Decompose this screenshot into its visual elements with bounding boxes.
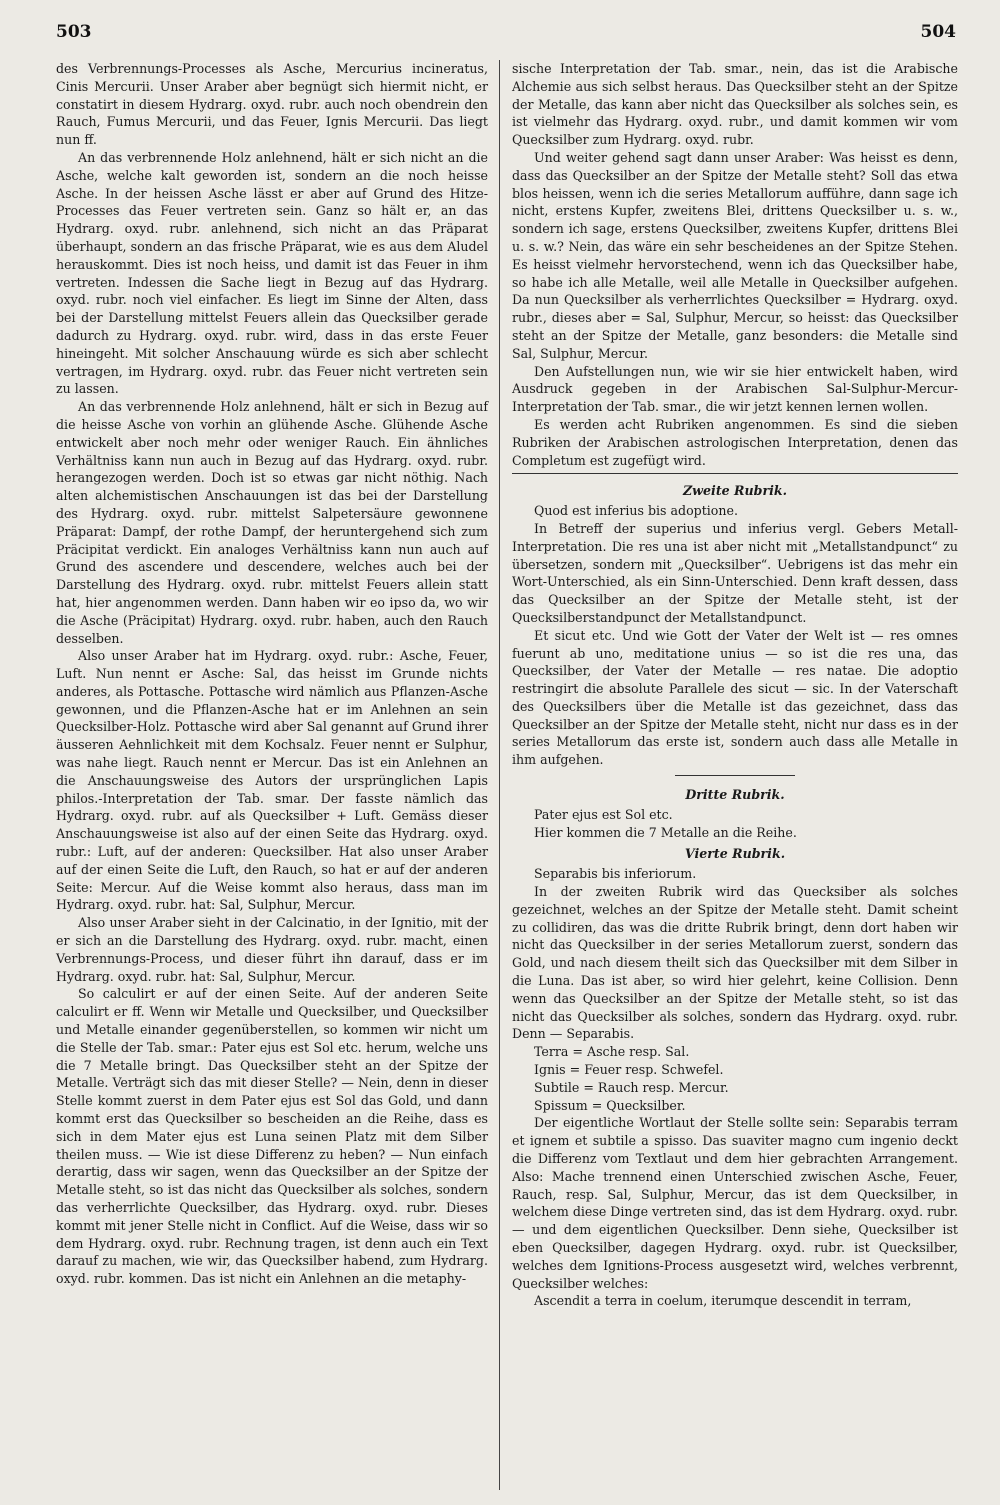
left-paragraph: Also unser Araber sieht in der Calcinatio, in der Ignitio, mit der er sich an die Darstellung des Hydrarg. oxyd. rubr. macht, einen Verbrennungs-Process, und dieser führt ihn darauf, dass er im Hydrarg. oxyd. rubr. hat: Sal, Sulphur, Mercur.	[56, 915, 488, 984]
right-paragraph: Et sicut etc. Und wie Gott der Vater der Welt ist — res omnes fuerunt ab uno, meditatione unius — so ist die res una, das Quecksilber, der Vater der Metalle — res natae. Die adoptio restringirt die absolute Parallele des sicut — sic. In der Vaterschaft des Quecksilbers über die Metalle ist das gezeichnet, dass das Quecksilber an der Spitze der Metalle steht, nicht nur dass es in der series Metallorum das erste ist, sondern auch dass alle Metalle in ihm aufgehen.	[512, 627, 958, 768]
right-paragraph: Spissum = Quecksilber.	[534, 1097, 686, 1113]
right-paragraph: Quod est inferius bis adoptione.	[534, 503, 738, 519]
left-paragraph: Also unser Araber hat im Hydrarg. oxyd. rubr.: Asche, Feuer, Luft. Nun nennt er Asche: Sal, das heisst im Grunde nichts anderes, als Pottasche. Pottasche wird nämlich aus Pflanzen-Asche gewonnen, und die Pflanzen-Asche hat er im Anlehnen an sein Quecksilber-Holz. Pottasche wird aber Sal genannt auf Grund ihrer äusseren Aehnlichkeit mit dem Kochsalz. Feuer nennt er Sulphur, was nahe liegt. Rauch nennt er Mercur. Das ist ein Anlehnen an die Anschauungsweise des Autors der ursprünglichen Lapis philos.-Interpretation der Tab. smar. Der fasste nämlich das Hydrarg. oxyd. rubr. auf als Quecksilber + Luft. Gemäss dieser Anschauungsweise ist also auf der einen Seite das Hydrarg. oxyd. rubr.: Luft, auf der anderen: Quecksilber. Hat also unser Araber auf der einen Seite die Luft, den Rauch, so hat er auf der anderen Seite: Mercur. Auf die Weise kommt also heraus, dass man im Hydrarg. oxyd. rubr. hat: Sal, Sulphur, Mercur.	[56, 648, 488, 913]
section-rule	[675, 775, 795, 776]
right-paragraph: Der eigentliche Wortlaut der Stelle sollte sein: Separabis terram et ignem et subtile a spisso. Das suaviter magno cum ingenio deckt die Differenz vom Textlaut und dem hier gebrachten Arrangement. Also: Mache trennend einen Unterschied zwischen Asche, Feuer, Rauch, resp. Sal, Sulphur, Mercur, das ist dem Quecksilber, in welchem diese Dinge vertreten sind, das ist dem Hydrarg. oxyd. rubr. — und dem eigentlichen Quecksilber. Denn siehe, Quecksilber ist eben Quecksilber, dagegen Hydrarg. oxyd. rubr. ist Quecksilber, welches dem Ignitions-Process ausgesetzt wird, welches verbrennt, Quecksilber welches:	[512, 1115, 958, 1291]
section-heading: Zweite Rubrik.	[682, 483, 787, 499]
right-paragraph: In Betreff der superius und inferius vergl. Gebers Metall-Interpretation. Die res una ist aber nicht mit „Metallstandpunct“ zu übersetzen, sondern mit „Quecksilber“. Uebrigens ist das mehr ein Wort-Unterschied, als ein Sinn-Unterschied. Denn kraft dessen, dass das Quecksilber an der Spitze der Metalle steht, ist der Quecksilberstandpunct der Metallstandpunct.	[512, 520, 958, 625]
right-paragraph: Es werden acht Rubriken angenommen. Es sind die sieben Rubriken der Arabischen astrologischen Interpretation, denen das Completum est zugefügt wird.	[512, 416, 958, 468]
left-paragraph: So calculirt er auf der einen Seite. Auf der anderen Seite calculirt er ff. Wenn wir Metalle und Quecksilber, und Quecksilber und Metalle einander gegenüberstellen, so kommen wir nicht um die Stelle der Tab. smar.: Pater ejus est Sol etc. herum, welche uns die 7 Metalle bringt. Das Quecksilber steht an der Spitze der Metalle. Verträgt sich das mit dieser Stelle? — Nein, denn in dieser Stelle kommt zuerst in dem Pater ejus est Sol das Gold, und dann kommt erst das Quecksilber so bescheiden an die Reihe, dass es sich in dem Mater ejus est Luna seinen Platz mit dem Silber theilen muss. — Wie ist diese Differenz zu heben? — Nun einfach derartig, dass wir sagen, wenn das Quecksilber an der Spitze der Metalle steht, so ist das nicht das Quecksilber als solches, sondern das verherrlichte Quecksilber, das Hydrarg. oxyd. rubr. Dieses kommt mit jener Stelle nicht in Conflict. Auf die Weise, dass wir so dem Hydrarg. oxyd. rubr. Rechnung tragen, ist denn auch ein Text darauf zu machen, wie wir, das Quecksilber habend, zum Hydrarg. oxyd. rubr. kommen. Das ist nicht ein Anlehnen an die metaphy-	[56, 986, 488, 1287]
page-number-left: 503	[56, 22, 92, 42]
column-divider	[499, 60, 500, 1490]
right-paragraph: Subtile = Rauch resp. Mercur.	[534, 1079, 729, 1095]
section-heading: Dritte Rubrik.	[685, 787, 785, 803]
section-heading: Vierte Rubrik.	[684, 846, 786, 862]
left-paragraph: An das verbrennende Holz anlehnend, hält er sich nicht an die Asche, welche kalt geworden ist, sondern an die noch heisse Asche. In der heissen Asche lässt er aber auf Grund des Hitze-Processes das Feuer vertreten sein. Ganz so hält er, an das Hydrarg. oxyd. rubr. anlehnend, sich nicht an das Präparat überhaupt, sondern an das frische Präparat, wie es aus dem Aludel herauskommt. Dies ist noch heiss, und damit ist das Feuer in ihm vertreten. Indessen die Sache liegt in Bezug auf das Hydrarg. oxyd. rubr. noch viel einfacher. Es liegt im Sinne der Alten, dass bei der Darstellung mittelst Feuers allein das Quecksilber gerade dadurch zu Hydrarg. oxyd. rubr. wird, dass in das erste Feuer hineingeht. Mit solcher Anschauung würde es sich aber schlecht vertragen, im Hydrarg. oxyd. rubr. das Feuer nicht vertreten sein zu lassen.	[56, 149, 488, 397]
right-paragraph: Pater ejus est Sol etc.	[534, 806, 673, 822]
right-paragraph: Hier kommen die 7 Metalle an die Reihe.	[534, 824, 797, 840]
left-text-column	[56, 60, 488, 1288]
right-paragraph: Den Aufstellungen nun, wie wir sie hier entwickelt haben, wird Ausdruck gegeben in der Arabischen Sal-Sulphur-Mercur-Interpretation der Tab. smar., die wir jetzt kennen lernen wollen.	[512, 363, 958, 415]
left-paragraph: des Verbrennungs-Processes als Asche, Mercurius incineratus, Cinis Mercurii. Unser Araber aber begnügt sich hiermit nicht, er constatirt in diesem Hydrarg. oxyd. rubr. auch noch obendrein den Rauch, Fumus Mercurii, und das Feuer, Ignis Mercurii. Das liegt nun ff.	[56, 61, 488, 148]
right-paragraph: Ascendit a terra in coelum, iterumque descendit in terram,	[534, 1293, 912, 1309]
right-paragraph: Ignis = Feuer resp. Schwefel.	[534, 1062, 724, 1078]
right-text-column	[512, 60, 958, 1310]
right-paragraph: In der zweiten Rubrik wird das Quecksiber als solches gezeichnet, welches an der Spitze der Metalle steht. Damit scheint zu collidiren, das was die dritte Rubrik bringt, denn dort haben wir nicht das Quecksilber in der series Metallorum zuerst, sondern das Gold, und nach diesem theilt sich das Quecksilber mit dem Silber in die Luna. Das ist aber, so wird hier gelehrt, keine Collision. Denn wenn das Quecksilber an der Spitze der Metalle steht, so ist das nicht das Quecksilber als solches, sondern das Hydrarg. oxyd. rubr. Denn — Separabis.	[512, 884, 958, 1042]
page-number-right: 504	[920, 22, 956, 42]
right-paragraph: Separabis bis inferiorum.	[534, 866, 697, 882]
section-rule	[512, 473, 958, 474]
left-paragraph: An das verbrennende Holz anlehnend, hält er sich in Bezug auf die heisse Asche von vorhin an glühende Asche. Glühende Asche entwickelt aber noch mehr oder weniger Rauch. Ein ähnliches Verhältniss kann nun auch in Bezug auf das Hydrarg. oxyd. rubr. herangezogen werden. Doch ist so etwas gar nicht nöthig. Nach alten alchemistischen Anschauungen ist das bei der Darstellung des Hydrarg. oxyd. rubr. mittelst Salpetersäure gewonnene Präparat: Dampf, der rothe Dampf, der heruntergehend sich zum Präcipitat verdickt. Ein analoges Verhältniss kann nun auch auf Grund des ascendere und descendere, welches auch bei der Darstellung des Hydrarg. oxyd. rubr. mittelst Feuers allein statt hat, hier angenommen werden. Dann haben wir eo ipso da, wo wir die Asche (Präcipitat) Hydrarg. oxyd. rubr. haben, auch den Rauch desselben.	[56, 399, 488, 646]
right-paragraph: sische Interpretation der Tab. smar., nein, das ist die Arabische Alchemie aus sich selbst heraus. Das Quecksilber steht an der Spitze der Metalle, das kann aber nicht das Quecksilber als solches sein, es ist vielmehr das Hydrarg. oxyd. rubr., und damit kommen wir vom Quecksilber zum Hydrarg. oxyd. rubr.	[512, 61, 958, 148]
right-paragraph: Terra = Asche resp. Sal.	[534, 1044, 690, 1060]
right-paragraph: Und weiter gehend sagt dann unser Araber: Was heisst es denn, dass das Quecksilber an der Spitze der Metalle steht? Soll das etwa blos heissen, wenn ich die series Metallorum aufführe, dann sage ich nicht, erstens Kupfer, zweitens Blei, drittens Quecksilber u. s. w., sondern ich sage, erstens Quecksilber, zweitens Kupfer, drittens Blei u. s. w.? Nein, das wäre ein sehr bescheidenes an der Spitze Stehen. Es heisst vielmehr hervorstechend, wenn ich das Quecksilber habe, so habe ich alle Metalle, weil alle Metalle in Quecksilber aufgehen. Da nun Quecksilber als verherrlichtes Quecksilber = Hydrarg. oxyd. rubr., dieses aber = Sal, Sulphur, Mercur, so heisst: das Quecksilber steht an der Spitze der Metalle, ganz besonders: die Metalle sind Sal, Sulphur, Mercur.	[512, 149, 958, 361]
